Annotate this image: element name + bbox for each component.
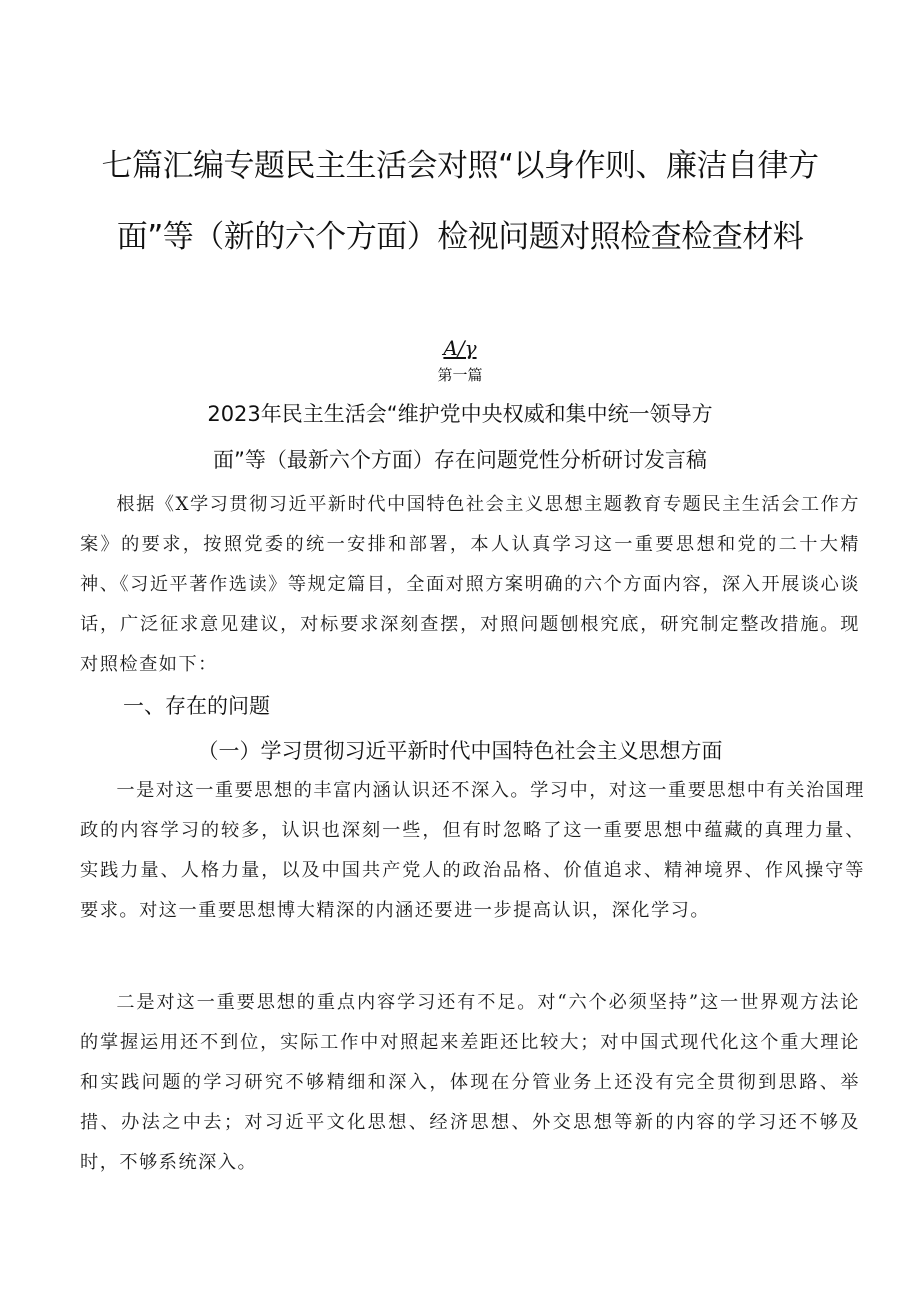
document-title-line-2: 面”等（新的六个方面）检视问题对照检查检查材料	[116, 219, 804, 255]
subtitle-line-1: 2023年民主生活会“维护党中央权威和集中统一领导方	[207, 402, 713, 426]
subsection-heading: （一）学习贯彻习近平新时代中国特色社会主义思想方面	[197, 739, 723, 763]
part-label: 第一篇	[437, 366, 483, 384]
body-paragraph-2: 二是对这一重要思想的重点内容学习还有不足。对“六个必须坚持”这一世界观方法论的掌握运用还不到位，实际工作中对照起来差距还比较大；对中国式现代化这个重大理论和实践问题的学习研究不够精细和深入，体现在分管业务上还没有完全贯彻到思路、举措、办法之中去；对习近平文化思想、经济思想、外交思想等新的内容的学习还不够及时，不够系统深入。	[80, 992, 860, 1173]
body-paragraph-1: 一是对这一重要思想的丰富内涵认识还不深入。学习中，对这一重要思想中有关治国理政的内容学习的较多，认识也深刻一些，但有时忽略了这一重要思想中蕴藏的真理力量、实践力量、人格力量，以及中国共产党人的政治品格、价值追求、精神境界、作风操守等要求。对这一重要思想博大精深的内涵还要进一步提高认识，深化学习。	[80, 780, 865, 921]
document-title-line-1: 七篇汇编专题民主生活会对照“以身作则、廉洁自律方	[101, 148, 819, 184]
subtitle-line-2: 面”等（最新六个方面）存在问题党性分析研讨发言稿	[213, 448, 707, 472]
intro-paragraph: 根据《X学习贯彻习近平新时代中国特色社会主义思想主题教育专题民主生活会工作方案》的要求，按照党委的统一安排和部署，本人认真学习这一重要思想和党的二十大精神、《习近平著作选读》等规定篇目，全面对照方案明确的六个方面内容，深入开展谈心谈话，广泛征求意见建议，对标要求深刻查摆，对照问题刨根究底，研究制定整改措施。现对照检查如下：	[80, 494, 860, 675]
section-mark: A∕γ	[443, 336, 477, 360]
section-heading: 一、存在的问题	[123, 694, 270, 718]
